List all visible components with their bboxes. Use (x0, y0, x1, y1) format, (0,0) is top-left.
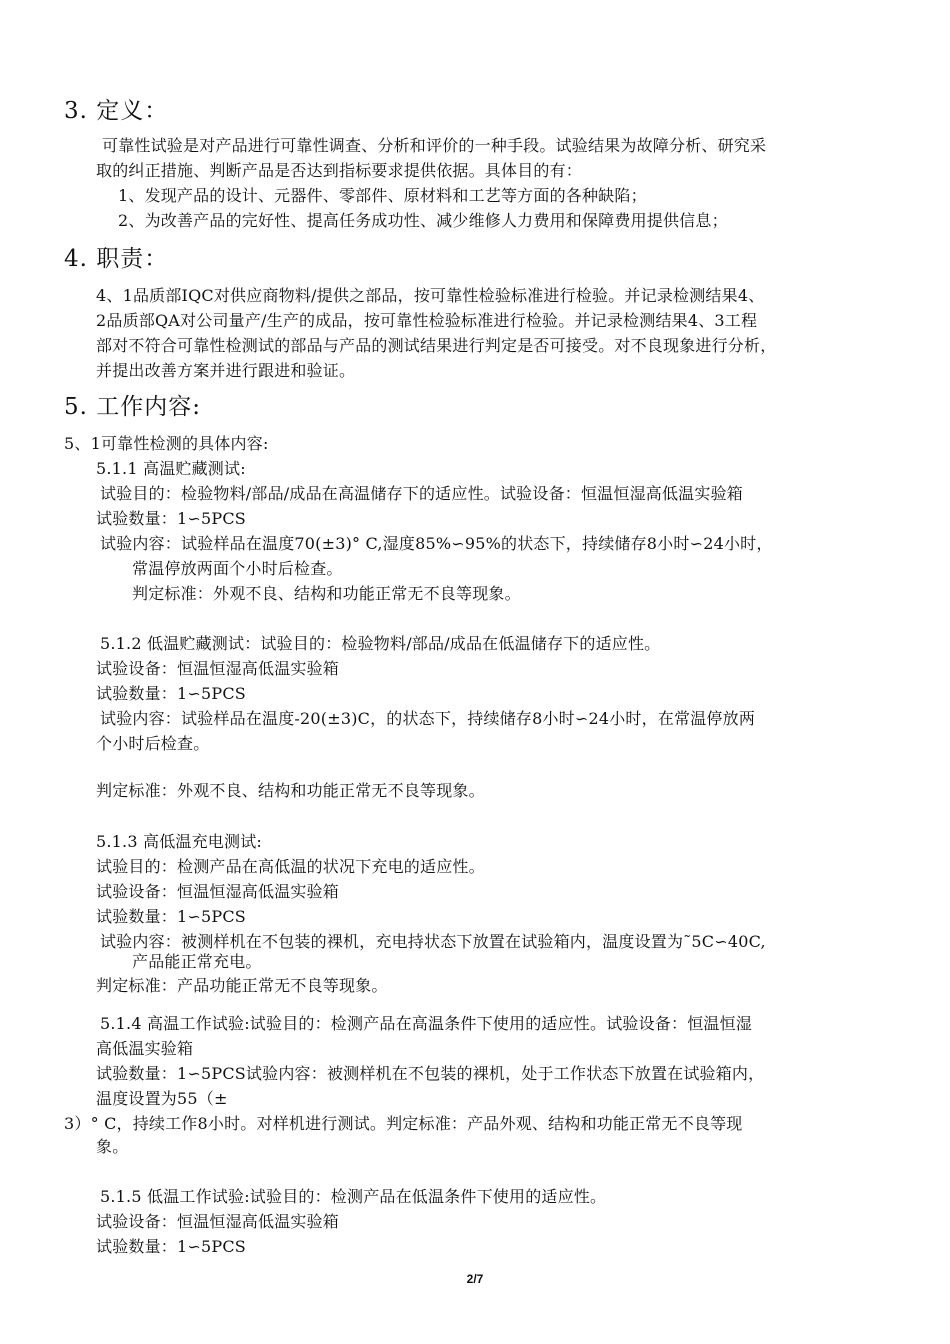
subsection-514-line: 象。 (96, 1137, 129, 1156)
subsection-514-line: 高低温实验箱 (96, 1039, 194, 1058)
section-3-list-item: 2、为改善产品的完好性、提高任务成功性、减少维修人力费用和保障费用提供信息； (118, 211, 728, 230)
subsection-511-line: 判定标准：外观不良、结构和功能正常无不良等现象。 (132, 584, 521, 603)
subsection-511-line: 常温停放两面个小时后检查。 (132, 559, 343, 578)
section-3-heading: 3. 定义： (64, 98, 169, 124)
subsection-513-line: 试验设备：恒温恒湿高低温实验箱 (96, 882, 340, 901)
page-number: 2/7 (466, 1272, 484, 1286)
subsection-513-line: 判定标准：产品功能正常无不良等现象。 (96, 976, 388, 995)
subsection-514-line: 温度设置为55（± (96, 1089, 228, 1108)
section-4-line: 部对不符合可靠性检测试的部品与产品的测试结果进行判定是否可接受。对不良现象进行分析， (96, 336, 777, 355)
subsection-514-line: 试验数量：1∽5PCS试验内容：被测样机在不包装的裸机，处于工作状态下放置在试验箱内， (96, 1064, 765, 1083)
section-5-heading: 5. 工作内容: (64, 394, 202, 420)
section-3-line: 取的纠正措施、判断产品是否达到指标要求提供依据。具体目的有： (96, 161, 583, 180)
subsection-513-line: 试验内容：被测样机在不包装的裸机，充电持状态下放置在试验箱内，温度设置为˜5C∽40C, (100, 932, 766, 951)
section-4-line: 并提出改善方案并进行跟进和验证。 (96, 361, 356, 380)
section-4-heading: 4. 职责： (64, 246, 169, 272)
subsection-511-line: 试验数量：1∽5PCS (96, 509, 246, 528)
subsection-511-line: 试验目的：检验物料/部品/成品在高温储存下的适应性。试验设备：恒温恒湿高低温实验箱 (100, 484, 743, 503)
subsection-512-line: 个小时后检查。 (96, 734, 210, 753)
subsection-513-line: 产品能正常充电。 (132, 952, 262, 971)
subsection-514-line: 3）° C，持续工作8小时。对样机进行测试。判定标准：产品外观、结构和功能正常无不良等现 (64, 1114, 743, 1133)
subsection-512-title: 5.1.2 低温贮藏测试：试验目的：检验物料/部品/成品在低温储存下的适应性。 (100, 634, 661, 653)
subsection-515-line: 试验设备：恒温恒湿高低温实验箱 (96, 1212, 340, 1231)
subsection-511-line: 试验内容：试验样品在温度70(±3)° C,湿度85%∽95%的状态下，持续储存8小时∽24小时， (100, 534, 773, 553)
subsection-513-line: 试验数量：1∽5PCS (96, 907, 246, 926)
subsection-512-line: 判定标准：外观不良、结构和功能正常无不良等现象。 (96, 781, 485, 800)
section-3-list-item: 1、发现产品的设计、元器件、零部件、原材料和工艺等方面的各种缺陷； (118, 186, 647, 205)
subsection-515-line: 试验数量：1∽5PCS (96, 1237, 246, 1256)
subsection-513-title: 5.1.3 高低温充电测试: (96, 832, 262, 851)
subsection-511-title: 5.1.1 高温贮藏测试: (96, 459, 246, 478)
section-5-intro: 5、1可靠性检测的具体内容: (64, 434, 269, 453)
subsection-515-title: 5.1.5 低温工作试验:试验目的：检测产品在低温条件下使用的适应性。 (100, 1187, 607, 1206)
subsection-513-line: 试验目的：检测产品在高低温的状况下充电的适应性。 (96, 857, 485, 876)
subsection-512-line: 试验设备：恒温恒湿高低温实验箱 (96, 659, 340, 678)
subsection-514-title: 5.1.4 高温工作试验:试验目的：检测产品在高温条件下使用的适应性。试验设备：恒温恒湿 (100, 1014, 752, 1033)
subsection-512-line: 试验数量：1∽5PCS (96, 684, 246, 703)
section-3-line: 可靠性试验是对产品进行可靠性调查、分析和评价的一种手段。试验结果为故障分析、研究采 (102, 136, 767, 155)
section-4-line: 2品质部QA对公司量产/生产的成品，按可靠性检验标准进行检验。并记录检测结果4、3工程 (96, 311, 758, 330)
subsection-512-line: 试验内容：试验样品在温度-20(±3)C，的状态下，持续储存8小时∽24小时，在常温停放两 (100, 709, 756, 728)
section-4-line: 4、1品质部IQC对供应商物料/提供之部品，按可靠性检验标准进行检验。并记录检测结果4、 (96, 286, 765, 305)
